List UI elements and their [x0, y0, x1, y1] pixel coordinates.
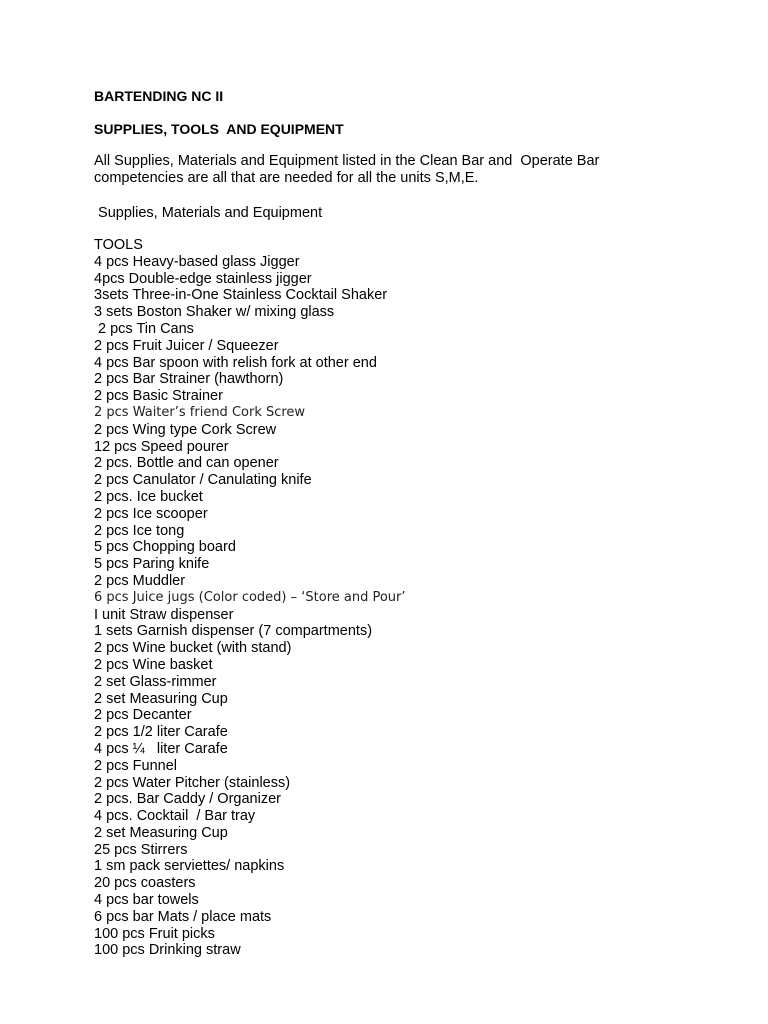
tool-item: 2 pcs Funnel [94, 757, 178, 774]
tool-item: 12 pcs Speed pourer [94, 438, 229, 455]
tool-item: 4 pcs. Cocktail / Bar tray [94, 808, 256, 825]
section-label: Supplies, Materials and Equipment [94, 205, 323, 221]
intro-paragraph [94, 153, 694, 187]
tool-item: 100 pcs Fruit picks [94, 925, 215, 942]
tool-item: 2 pcs 1/2 liter Carafe [94, 724, 228, 741]
tool-item: 6 pcs Juice jugs (Color coded) – ‘Store and Pour’ [94, 589, 406, 605]
intro-line: competencies are all that are needed for all the units S,M,E. [94, 170, 479, 186]
tool-item: 2 set Measuring Cup [94, 690, 228, 707]
tool-item: 2 pcs Waiter’s friend Cork Screw [94, 404, 306, 420]
tool-item: 2 pcs Canulator / Canulating knife [94, 472, 312, 489]
tools-heading: TOOLS [94, 237, 143, 253]
tool-item: 1 sets Garnish dispenser (7 compartments) [94, 623, 373, 640]
tool-item: 2 pcs Basic Strainer [94, 388, 223, 405]
tool-item: 2 pcs Tin Cans [94, 320, 194, 337]
tool-item: 4pcs Double-edge stainless jigger [94, 270, 312, 287]
tool-item: 2 pcs Muddler [94, 572, 186, 589]
tool-item: 2 pcs Decanter [94, 707, 192, 724]
tools-list [94, 237, 406, 959]
tool-item: 2 pcs Wine bucket (with stand) [94, 640, 292, 657]
document-title: BARTENDING NC II [94, 88, 224, 104]
tool-item: 4 pcs Heavy-based glass Jigger [94, 253, 300, 270]
tool-item: I unit Straw dispenser [94, 606, 234, 623]
tool-item: 2 pcs Wing type Cork Screw [94, 421, 277, 438]
tool-item: 2 set Glass-rimmer [94, 673, 217, 690]
tool-item: 5 pcs Paring knife [94, 556, 210, 573]
tool-item: 4 pcs ¼ liter Carafe [94, 740, 228, 757]
tool-item: 2 pcs Water Pitcher (stainless) [94, 774, 291, 791]
tool-item: 2 pcs Fruit Juicer / Squeezer [94, 337, 279, 354]
tool-item: 2 pcs. Ice bucket [94, 488, 203, 505]
tool-item: 1 sm pack serviettes/ napkins [94, 858, 285, 875]
tool-item: 4 pcs bar towels [94, 892, 199, 909]
tool-item: 2 pcs Wine basket [94, 656, 213, 673]
tool-item: 3 sets Boston Shaker w/ mixing glass [94, 304, 335, 321]
document-subtitle: SUPPLIES, TOOLS AND EQUIPMENT [94, 121, 344, 137]
intro-line: All Supplies, Materials and Equipment listed in the Clean Bar and Operate Bar [94, 153, 600, 169]
tool-item: 6 pcs bar Mats / place mats [94, 908, 272, 925]
tool-item: 4 pcs Bar spoon with relish fork at other end [94, 354, 377, 371]
tool-item: 2 pcs. Bar Caddy / Organizer [94, 791, 281, 808]
tool-item: 2 pcs Ice tong [94, 522, 185, 539]
tool-item: 20 pcs coasters [94, 875, 196, 892]
tool-item: 25 pcs Stirrers [94, 841, 188, 858]
tool-item: 5 pcs Chopping board [94, 539, 236, 556]
tool-item: 2 pcs Bar Strainer (hawthorn) [94, 371, 284, 388]
tool-item: 2 pcs. Bottle and can opener [94, 455, 279, 472]
tool-item: 2 pcs Ice scooper [94, 505, 208, 522]
tool-item: 100 pcs Drinking straw [94, 942, 241, 959]
tool-item: 2 set Measuring Cup [94, 824, 228, 841]
tool-item: 3sets Three-in-One Stainless Cocktail Shaker [94, 287, 388, 304]
